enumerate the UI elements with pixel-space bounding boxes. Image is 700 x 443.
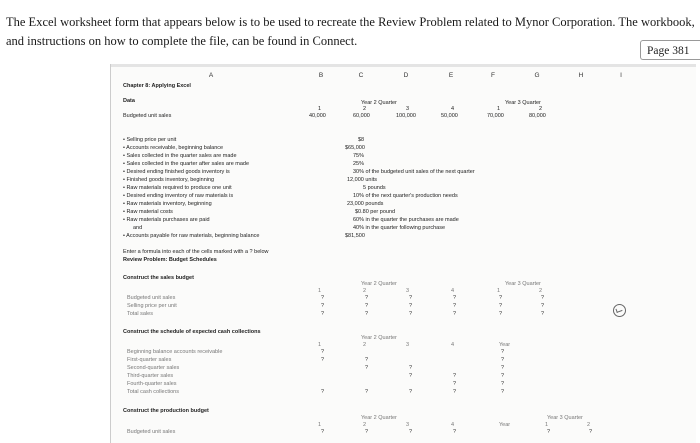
sb-q2: 2 — [363, 288, 367, 294]
cc-q4: 4 — [451, 342, 455, 348]
q-num-2: 2 — [363, 106, 367, 112]
qmark-cell[interactable]: ? — [321, 311, 325, 317]
qmark-cell[interactable]: ? — [365, 357, 369, 363]
qmark-cell[interactable]: ? — [409, 389, 413, 395]
sales-after-label: • Sales collected in the quarter after sales are made — [123, 161, 250, 167]
qmark-cell[interactable]: ? — [409, 365, 413, 371]
intro-line-2: and instructions on how to complete the file, can be found in Connect. — [6, 34, 358, 48]
sales-q2: 60,000 — [353, 113, 370, 119]
fg-desired-value: 30% of the budgeted unit sales of the next quarter — [353, 169, 475, 175]
qmark-cell[interactable]: ? — [501, 357, 505, 363]
q-num-1: 1 — [318, 106, 322, 112]
pointer-hand-icon — [613, 304, 626, 317]
fg-begin-label: • Finished goods inventory, beginning — [123, 177, 215, 183]
cc-year2-header: Year 2 Quarter — [361, 335, 397, 341]
col-header-a: A — [208, 72, 214, 79]
sales-budget-heading: Construct the sales budget — [123, 275, 194, 281]
ap-begin-value: $81,500 — [345, 233, 365, 239]
page-number-tag: Page 381 — [640, 40, 700, 60]
col-header-i: I — [620, 72, 622, 79]
pay-after-value: 40% in the quarter following purchase — [353, 225, 446, 231]
qmark-cell[interactable]: ? — [501, 365, 505, 371]
sales-y3q1: 70,000 — [487, 113, 504, 119]
sb-q3: 3 — [406, 288, 410, 294]
sb-y3q1: 1 — [497, 288, 501, 294]
qmark-cell[interactable]: ? — [321, 295, 325, 301]
qmark-cell[interactable]: ? — [409, 373, 413, 379]
qmark-cell[interactable]: ? — [365, 365, 369, 371]
data-heading: Data — [123, 98, 135, 104]
q-num-4: 4 — [451, 106, 455, 112]
qmark-cell[interactable]: ? — [409, 303, 413, 309]
instruction-cell: Enter a formula into each of the cells marked with a ? below — [123, 249, 269, 255]
qmark-cell[interactable]: ? — [321, 349, 325, 355]
cc-q2-label: Second-quarter sales — [127, 365, 180, 371]
rm-begin-label: • Raw materials inventory, beginning — [123, 201, 212, 207]
ar-begin-value: $65,000 — [345, 145, 365, 151]
qmark-cell[interactable]: ? — [453, 311, 457, 317]
cc-q1-label: First-quarter sales — [127, 357, 172, 363]
col-header-e: E — [448, 72, 454, 79]
qmark-cell[interactable]: ? — [409, 429, 413, 435]
pb-y3q1: 1 — [545, 422, 549, 428]
col-header-f: F — [491, 72, 495, 79]
sales-same-label: • Sales collected in the quarter sales are made — [123, 153, 237, 159]
qmark-cell[interactable]: ? — [501, 389, 505, 395]
fg-begin-value: 12,000 units — [347, 177, 377, 183]
budgeted-sales-label: Budgeted unit sales — [123, 113, 172, 119]
qmark-cell[interactable]: ? — [453, 381, 457, 387]
pb-y3q2: 2 — [587, 422, 591, 428]
price-value: $8 — [358, 137, 365, 143]
col-header-b: B — [318, 72, 324, 79]
qmark-cell[interactable]: ? — [589, 429, 593, 435]
qmark-cell[interactable]: ? — [453, 295, 457, 301]
rm-cost-value: $0.80 per pound — [355, 209, 396, 215]
qmark-cell[interactable]: ? — [499, 311, 503, 317]
sb-y3q2: 2 — [539, 288, 543, 294]
col-header-c: C — [358, 72, 364, 79]
sales-y3q2: 80,000 — [529, 113, 546, 119]
pb-year3-header: Year 3 Quarter — [547, 415, 583, 421]
qmark-cell[interactable]: ? — [365, 389, 369, 395]
qmark-cell[interactable]: ? — [321, 389, 325, 395]
qmark-cell[interactable]: ? — [365, 295, 369, 301]
qmark-cell[interactable]: ? — [501, 373, 505, 379]
col-header-g: G — [534, 72, 540, 79]
year2-quarter-header: Year 2 Quarter — [361, 100, 397, 106]
qmark-cell[interactable]: ? — [365, 429, 369, 435]
qmark-cell[interactable]: ? — [499, 295, 503, 301]
qmark-cell[interactable]: ? — [541, 303, 545, 309]
qmark-cell[interactable]: ? — [409, 311, 413, 317]
rm-cost-label: • Raw material costs — [123, 209, 173, 215]
qmark-cell[interactable]: ? — [365, 303, 369, 309]
rm-paid-label: • Raw materials purchases are paid — [123, 217, 210, 223]
cc-begin-label: Beginning balance accounts receivable — [127, 349, 223, 355]
qmark-cell[interactable]: ? — [541, 295, 545, 301]
cc-year-header: Year — [499, 342, 511, 348]
rm-desired-value: 10% of the next quarter's production needs — [353, 193, 458, 199]
qmark-cell[interactable]: ? — [453, 389, 457, 395]
sales-q4: 50,000 — [441, 113, 458, 119]
sb-price-label: Selling price per unit — [127, 303, 177, 309]
rm-per-unit-value: 5 pounds — [363, 185, 386, 191]
pb-q4: 4 — [451, 422, 455, 428]
qmark-cell[interactable]: ? — [321, 429, 325, 435]
pb-q3: 3 — [406, 422, 410, 428]
q3-num-1: 1 — [497, 106, 501, 112]
qmark-cell[interactable]: ? — [453, 373, 457, 379]
production-budget-heading: Construct the production budget — [123, 408, 209, 414]
cc-q2: 2 — [363, 342, 367, 348]
qmark-cell[interactable]: ? — [365, 311, 369, 317]
cc-q4-label: Fourth-quarter sales — [127, 381, 177, 387]
fg-desired-label: • Desired ending finished goods inventory is — [123, 169, 230, 175]
sb-q1: 1 — [318, 288, 322, 294]
rm-desired-label: • Desired ending inventory of raw materials is — [123, 193, 234, 199]
sb-total-label: Total sales — [127, 311, 153, 317]
qmark-cell[interactable]: ? — [321, 303, 325, 309]
selling-price-label: • Selling price per unit — [123, 137, 177, 143]
qmark-cell[interactable]: ? — [409, 295, 413, 301]
rm-begin-value: 23,000 pounds — [347, 201, 384, 207]
sales-q3: 100,000 — [396, 113, 416, 119]
pb-q2: 2 — [363, 422, 367, 428]
pct-after-value: 25% — [353, 161, 365, 167]
pb-units-label: Budgeted unit sales — [127, 429, 176, 435]
title-cell: Chapter 8: Applying Excel — [123, 83, 191, 89]
sb-units-label: Budgeted unit sales — [127, 295, 176, 301]
cc-q3-label: Third-quarter sales — [127, 373, 174, 379]
excel-worksheet-image — [110, 64, 696, 443]
pb-q1: 1 — [318, 422, 322, 428]
sales-q1: 40,000 — [309, 113, 326, 119]
qmark-cell[interactable]: ? — [541, 311, 545, 317]
intro-line-1: The Excel worksheet form that appears below is to be used to recreate the Review Problem related to Mynor Corporation. The workbook, — [6, 15, 695, 29]
qmark-cell[interactable]: ? — [501, 349, 505, 355]
cash-collections-heading: Construct the schedule of expected cash collections — [123, 329, 261, 335]
qmark-cell[interactable]: ? — [547, 429, 551, 435]
rm-per-unit-label: • Raw materials required to produce one unit — [123, 185, 232, 191]
sheet-top-rule — [111, 64, 696, 67]
qmark-cell[interactable]: ? — [499, 303, 503, 309]
ar-begin-label: • Accounts receivable, beginning balance — [123, 145, 224, 151]
review-problem-heading: Review Problem: Budget Schedules — [123, 257, 217, 263]
q3-num-2: 2 — [539, 106, 543, 112]
q-num-3: 3 — [406, 106, 410, 112]
col-header-h: H — [578, 72, 584, 79]
qmark-cell[interactable]: ? — [453, 303, 457, 309]
sb-q4: 4 — [451, 288, 455, 294]
qmark-cell[interactable]: ? — [501, 381, 505, 387]
ap-begin-label: • Accounts payable for raw materials, beginning balance — [123, 233, 260, 239]
intro-text — [6, 13, 696, 51]
sb-year2-header: Year 2 Quarter — [361, 281, 397, 287]
sb-year3-header: Year 3 Quarter — [505, 281, 541, 287]
pb-year2-header: Year 2 Quarter — [361, 415, 397, 421]
col-header-d: D — [403, 72, 409, 79]
qmark-cell[interactable]: ? — [321, 357, 325, 363]
pb-year-header: Year — [499, 422, 511, 428]
and-label: and — [133, 225, 143, 231]
cc-q1: 1 — [318, 342, 322, 348]
year3-quarter-header: Year 3 Quarter — [505, 100, 541, 106]
cc-total-label: Total cash collections — [127, 389, 179, 395]
qmark-cell[interactable]: ? — [453, 429, 457, 435]
pct-same-value: 75% — [353, 153, 365, 159]
cc-q3: 3 — [406, 342, 410, 348]
pay-same-value: 60% in the quarter the purchases are made — [353, 217, 459, 223]
